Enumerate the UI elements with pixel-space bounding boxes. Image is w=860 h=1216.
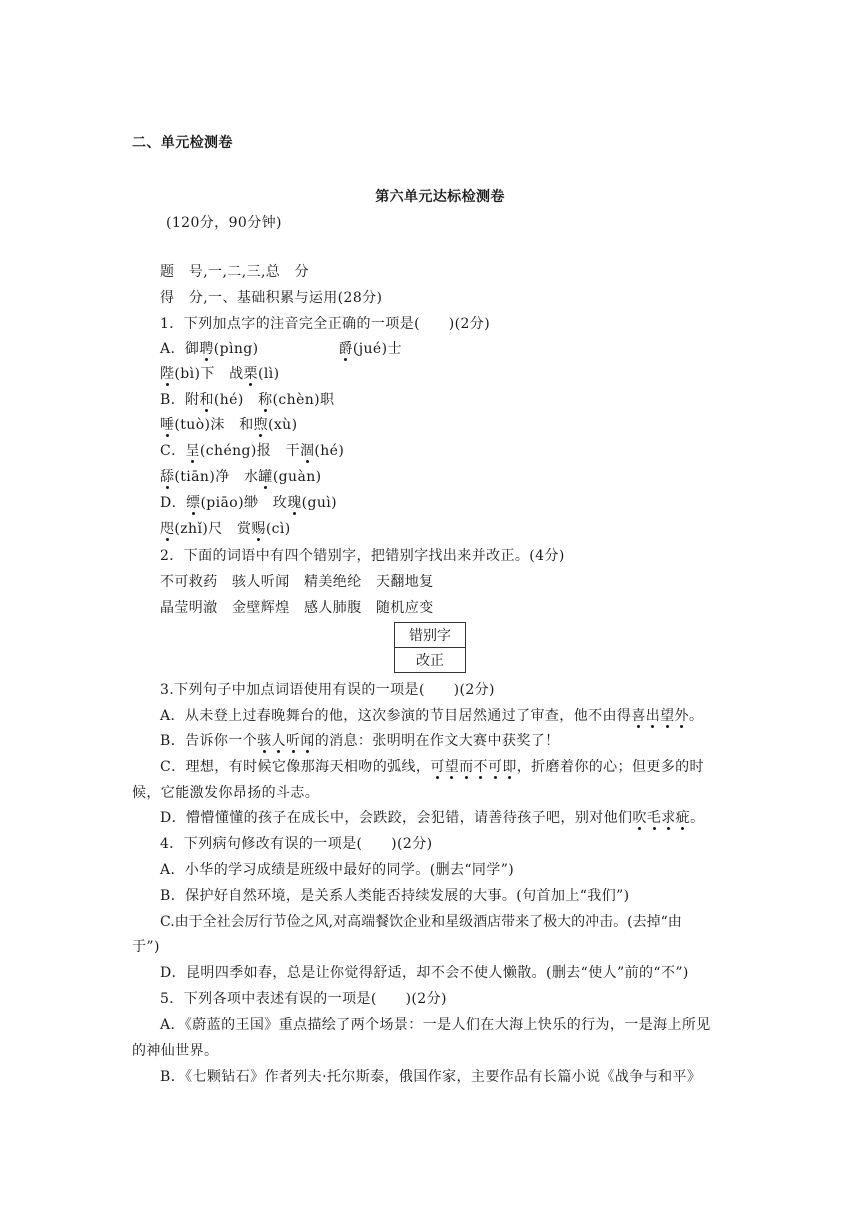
dotted-phrase [631, 708, 689, 724]
dotted-char: 不 [473, 759, 488, 775]
dotted-phrase [632, 810, 690, 826]
q2-words-line2: 晶莹明澈 金壁辉煌 感人肺腹 随机应变 [160, 600, 434, 616]
dotted-char: 煦 [253, 417, 269, 433]
q3-option-b: B．告诉你一个骇人听闻的消息：张明明在作文大赛中获奖了！ [160, 733, 560, 749]
dotted-char: 吹 [632, 810, 647, 826]
q2-stem: 2．下面的词语中有四个错别字，把错别字找出来并改正。(4分) [160, 548, 565, 564]
dotted-char: 而 [459, 759, 474, 775]
q5-option-a-line2: 的神仙世界。 [132, 1043, 219, 1059]
dotted-char: 求 [661, 810, 676, 826]
q1-option-c-line2: 舔(tiān)净 水罐(guàn) [160, 469, 322, 485]
q4-option-a: A．小华的学习成绩是班级中最好的同学。(删去“同学”) [160, 862, 515, 878]
q4-option-c-line2: 于”) [132, 939, 160, 955]
q2-words-line1: 不可救药 骇人听闻 精美绝纶 天翻地复 [160, 574, 434, 590]
q4-option-c-line1: C.由于全社会厉行节俭之风,对高端餐饮企业和星级酒店带来了极大的冲击。(去掉“由 [160, 914, 682, 930]
dotted-char: 望 [444, 759, 460, 775]
dotted-char: 爵 [338, 341, 353, 357]
q1-option-b-line2: 唾(tuò)沫 和煦(xù) [160, 417, 298, 433]
dotted-char: 可 [430, 759, 445, 775]
dotted-char: 和 [199, 392, 214, 408]
dotted-char: 外 [674, 708, 689, 724]
score-table-row-2: 得 分,一、基础积累与运用(28分) [160, 290, 383, 306]
dotted-phrase [257, 733, 315, 749]
q3-option-d: D．懵懵懂懂的孩子在成长中，会跌跤，会犯错，请善待孩子吧，别对他们吹毛求疵。 [160, 810, 705, 826]
table-cell-wrong-char: 错别字 [395, 623, 466, 648]
dotted-char: 人 [271, 733, 286, 749]
q1-stem: 1．下列加点字的注音完全正确的一项是( )(2分) [160, 316, 491, 332]
dotted-char: 喜 [631, 708, 646, 724]
q5-option-a-line1: A．《蔚蓝的王国》重点描绘了两个场景：一是人们在大海上快乐的行为，一是海上所见 [160, 1017, 711, 1033]
q3-option-c-line1: C．理想，有时候它像那海天相吻的弧线，可望而不可即，折磨着你的心；但更多的时 [160, 759, 704, 775]
dotted-char: 唾 [160, 417, 175, 433]
dotted-char: 瑰 [287, 495, 302, 511]
dotted-char: 疵 [675, 810, 691, 826]
dotted-char: 陛 [160, 366, 175, 382]
q1-option-d-line1: D．缥(piāo)缈 玫瑰(guì) [160, 495, 337, 511]
dotted-char: 称 [258, 392, 273, 408]
q4-option-b: B．保护好自然环境，是关系人类能否持续发展的大事。(句首加上“我们”) [160, 888, 630, 904]
dotted-char: 罐 [258, 469, 273, 485]
dotted-char: 咫 [160, 521, 175, 537]
q3-option-c-line2: 候，它能激发你昂扬的斗志。 [132, 785, 320, 801]
q3-stem: 3.下列句子中加点词语使用有误的一项是( )(2分) [160, 682, 495, 698]
dotted-char: 听 [285, 733, 301, 749]
q1-option-a-line1: A．御聘(pìng) 爵(jué)士 [160, 341, 402, 357]
dotted-char: 缥 [186, 495, 201, 511]
q5-option-b-line1: B．《七颗钻石》作者列夫·托尔斯泰，俄国作家，主要作品有长篇小说《战争与和平》 [160, 1069, 702, 1085]
dotted-char: 出 [645, 708, 661, 724]
dotted-phrase [430, 759, 516, 775]
section-heading: 二、单元检测卷 [132, 135, 233, 151]
document-title: 第六单元达标检测卷 [375, 189, 505, 205]
dotted-char: 聘 [199, 341, 214, 357]
dotted-char: 涸 [299, 443, 315, 459]
q4-option-d: D．昆明四季如春，总是让你觉得舒适，却不会不使人懒散。(删去“使人”前的“不”) [160, 965, 689, 981]
dotted-char: 栗 [243, 366, 258, 382]
dotted-char: 赐 [251, 521, 266, 537]
table-cell-correction: 改正 [395, 648, 466, 673]
dotted-char: 可 [487, 759, 503, 775]
dotted-char: 毛 [646, 810, 662, 826]
q4-stem: 4．下列病句修改有误的一项是( )(2分) [160, 836, 433, 852]
correction-table [394, 622, 466, 673]
q1-option-b-line1: B．附和(hé) 称(chèn)职 [160, 392, 335, 408]
q5-stem: 5．下列各项中表述有误的一项是( )(2分) [160, 991, 447, 1007]
q1-option-a-line2: 陛(bì)下 战栗(lì) [160, 366, 280, 382]
dotted-char: 骇 [257, 733, 272, 749]
dotted-char: 闻 [300, 733, 315, 749]
q1-option-c-line1: C．呈(chéng)报 干涸(hé) [160, 443, 345, 459]
q1-option-d-line2: 咫(zhǐ)尺 赏赐(cì) [160, 521, 291, 537]
dotted-char: 呈 [185, 443, 200, 459]
dotted-char: 望 [660, 708, 675, 724]
score-table-row-1: 题 号,一,二,三,总 分 [160, 264, 310, 280]
score-time-info: (120分，90分钟) [166, 215, 282, 231]
dotted-char: 即 [502, 759, 517, 775]
dotted-char: 舔 [160, 469, 175, 485]
q3-option-a: A．从未登上过春晚舞台的他，这次参演的节目居然通过了审查，他不由得喜出望外。 [160, 708, 704, 724]
